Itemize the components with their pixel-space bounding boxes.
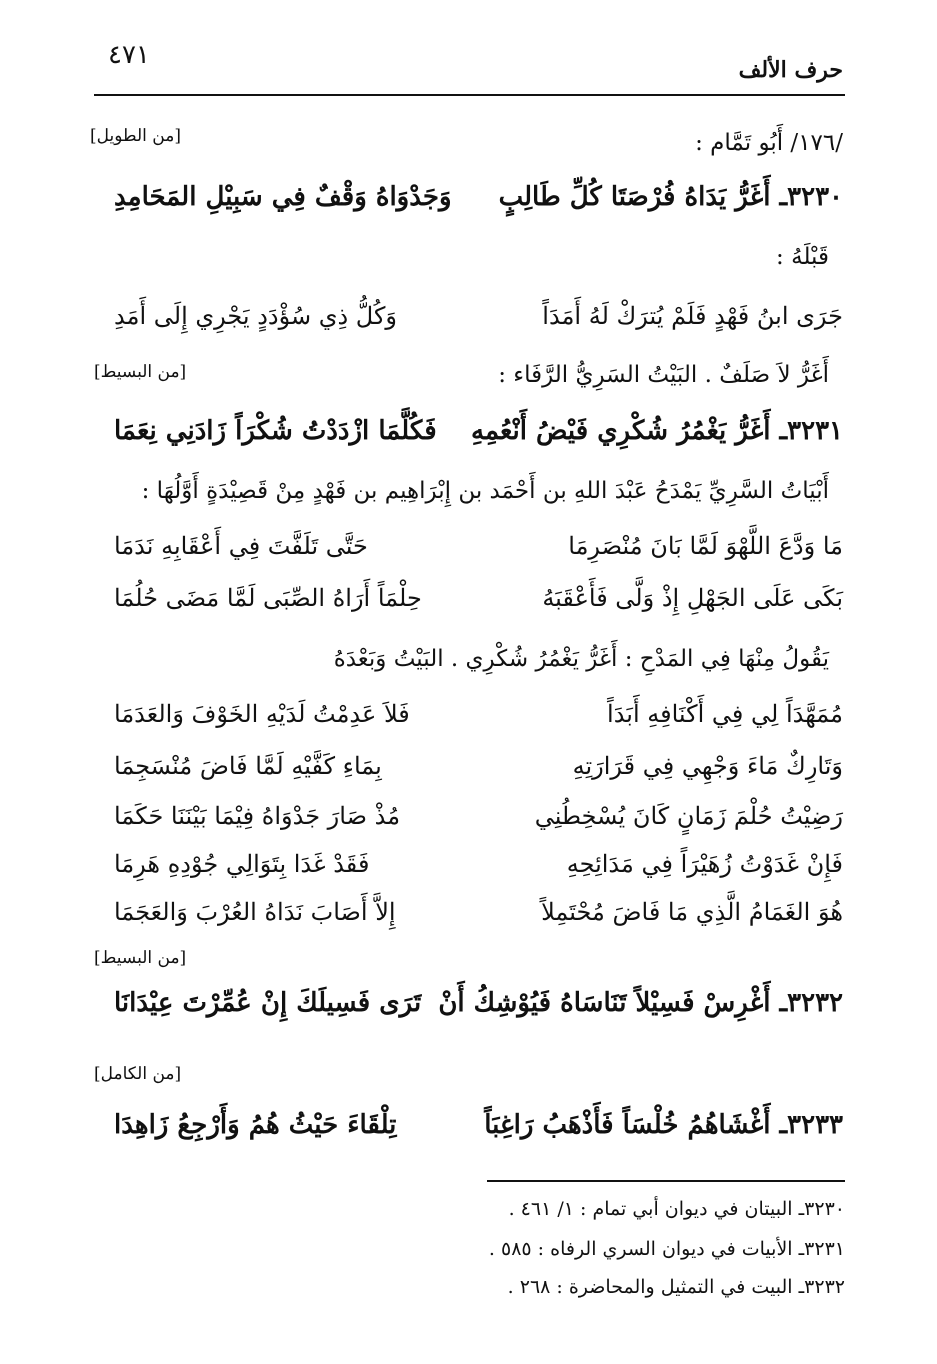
verse-hemistich-right: ٣٢٣٣ـ أَغْشَاهُمُ خُلْسَاً فَأَذْهَبُ رَاغِبَاً	[484, 1110, 843, 1140]
verse-hemistich-right: رَضِيْتُ حُلْمَ زَمَانٍ كَانَ يُسْخِطُنِي	[534, 802, 843, 830]
verse-hemistich-left: مُذْ صَارَ جَدْوَاهُ فِيْمَا بَيْنَنَا حَكَمَا	[114, 802, 401, 830]
meter-label: [من البسيط]	[94, 362, 187, 382]
chapter-title: حرف الألف	[738, 57, 843, 83]
verse-hemistich-left: فَقَدْ غَدَا بِتَوَالِي جُوْدِهِ هَرِمَا	[114, 850, 370, 878]
qablahu-label: قَبْلَهُ :	[776, 244, 829, 270]
verse-hemistich-left: فَلاَ عَدِمْتُ لَدَيْهِ الخَوْفَ وَالعَدَمَا	[114, 700, 410, 728]
meter-label: [من البسيط]	[94, 948, 187, 968]
verse-hemistich-left: حَتَّى تَلَفَّتَ فِي أَعْقَابِهِ نَدَمَا	[114, 532, 368, 560]
verse-hemistich-left: بِمَاءِ كَفَّيْهِ لَمَّا فَاضَ مُنْسَجِمَا	[114, 752, 382, 780]
verse-hemistich-left: وَكُلُّ ذِي سُؤْدَدٍ يَجْرِي إِلَى أَمَدِ	[114, 302, 397, 330]
footnote: ٣٢٣٠ـ البيتان في ديوان أبي تمام : ١/ ٤٦١ .	[508, 1198, 845, 1220]
verse-hemistich-right: ٣٢٣١ـ أَغَرُّ يَغْمُرُ شُكْرِي فَيْضُ أَنْعُمِهِ	[471, 416, 843, 446]
footnote: ٣٢٣٢ـ البيت في التمثيل والمحاضرة : ٢٦٨ .	[507, 1276, 845, 1298]
entry-heading: أَغَرُّ لاَ صَلَفٌ . البَيْتُ السَرِيُّ الرَّفَاء :	[498, 362, 829, 388]
meter-label: [من الطويل]	[90, 126, 181, 146]
verse-hemistich-right: مَا وَدَّعَ اللَّهْوَ لَمَّا بَانَ مُنْصَرِمَا	[568, 532, 843, 560]
verse-hemistich-left: تِلْقَاءَ حَيْثُ هُمُ وَأَرْجِعُ زَاهِدَا	[114, 1110, 397, 1140]
verse-hemistich-left: تَرَى فَسِيلَكَ إِنْ عُمِّرْتَ عِيْدَانَا	[114, 988, 422, 1018]
meter-label: [من الكامل]	[94, 1064, 182, 1084]
page-number: ٤٧١	[108, 40, 150, 70]
madh-line: يَقُولُ مِنْهَا فِي المَدْحِ : أَغَرُّ يَغْمُرُ شُكْرِي . البَيْتُ وَبَعْدَهُ	[333, 646, 829, 672]
intro-text: أَبْيَاتُ السَّرِيِّ يَمْدَحُ عَبْدَ اللهِ بن أَحْمَد بن إِبْرَاهِيم بن فَهْدٍ مِنْ قَصِيْدَةٍ أَوَّلُهَا :	[141, 478, 829, 504]
verse-hemistich-right: ٣٢٣٢ـ أَغْرِسْ فَسِيْلاً تَنَاسَاهُ فَيُوْشِكُ أَنْ	[438, 988, 843, 1018]
verse-hemistich-left: إِلاَّ أَصَابَ نَدَاهُ العُرْبَ وَالعَجَمَا	[114, 898, 396, 926]
header-divider	[94, 94, 845, 96]
verse-hemistich-right: مُمَهَّدَاً لِي فِي أَكْنَافِهِ أَبَدَاً	[607, 700, 843, 728]
verse-hemistich-right: ٣٢٣٠ـ أَغَرُّ يَدَاهُ فُرْصَتَا كُلِّ طَالِبٍ	[498, 182, 843, 212]
footnote-divider	[487, 1180, 845, 1182]
verse-hemistich-left: فَكُلَّمَا ازْدَدْتُ شُكْرَاً زَادَنِي نِعَمَا	[114, 416, 437, 446]
verse-hemistich-left: وَجَدْوَاهُ وَقْفٌ فِي سَبِيْلِ المَحَامِدِ	[114, 182, 452, 212]
verse-hemistich-right: فَإِنْ غَدَوْتُ زُهَيْرَاً فِي مَدَائِحِهِ	[566, 850, 843, 878]
entry-heading: /١٧٦/ أَبُو تَمَّام :	[695, 130, 843, 156]
verse-hemistich-right: بَكَى عَلَى الجَهْلِ إِذْ وَلَّى فَأَعْقَبَهُ	[542, 584, 843, 612]
verse-hemistich-left: حِلْمَاً أَرَاهُ الصِّبَى لَمَّا مَضَى حُلُمَا	[114, 584, 422, 612]
verse-hemistich-right: وَتَارِكٌ مَاءَ وَجْهِي فِي قَرَارَتِهِ	[572, 752, 843, 780]
verse-hemistich-right: جَرَى ابنُ فَهْدٍ فَلَمْ يُترَكْ لَهُ أَمَدَاً	[542, 302, 843, 330]
verse-hemistich-right: هُوَ الغَمَامُ الَّذِي مَا فَاضَ مُحْتَمِلاً	[541, 898, 843, 926]
footnote: ٣٢٣١ـ الأبيات في ديوان السري الرفاه : ٥٨٥ .	[488, 1238, 845, 1260]
